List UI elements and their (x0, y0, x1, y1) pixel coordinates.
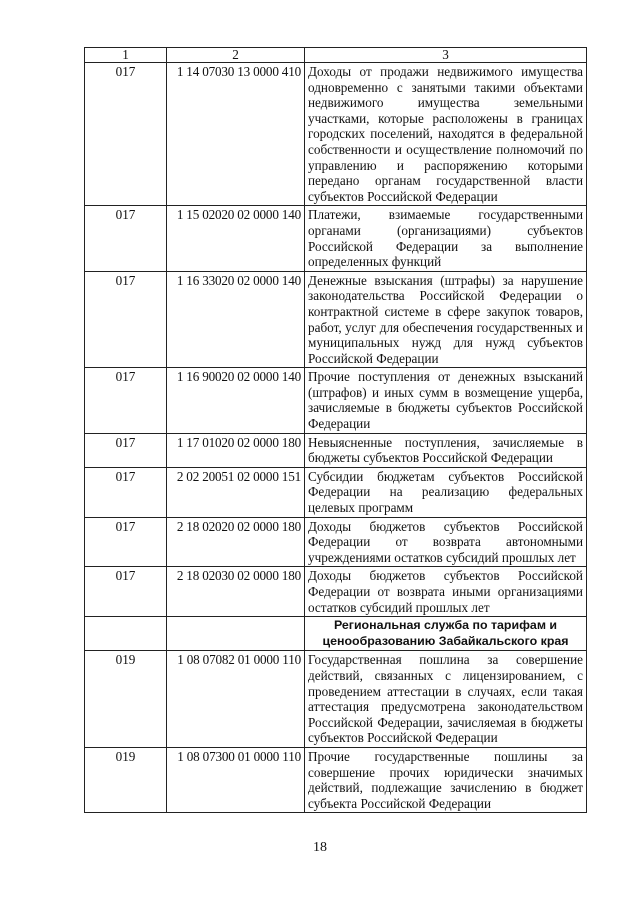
column-header-1: 1 (85, 48, 167, 63)
administrator-code-cell: 017 (85, 433, 167, 467)
table-header-row (85, 48, 587, 63)
revenue-description-cell: Платежи, взимаемые государственными органами (организациями) субъектов Российской Федерации за выполнение определенных функций (305, 206, 587, 271)
table-row (85, 651, 587, 748)
administrator-code-cell: 017 (85, 271, 167, 368)
table-body (85, 63, 587, 813)
budget-classification-code-cell: 2 18 02020 02 0000 180 (167, 517, 305, 567)
revenue-description-cell: Доходы бюджетов субъектов Российской Федерации от возврата иными организациями остатков субсидий прошлых лет (305, 567, 587, 617)
budget-classification-code-cell: 1 16 90020 02 0000 140 (167, 368, 305, 433)
administrator-code-cell: 017 (85, 63, 167, 206)
page-number: 18 (313, 840, 327, 855)
budget-classification-code-cell: 1 08 07082 01 0000 110 (167, 651, 305, 748)
budget-classification-code-cell: 1 08 07300 01 0000 110 (167, 747, 305, 812)
table-row (85, 368, 587, 433)
revenue-codes-table (84, 47, 587, 813)
revenue-description-cell: Государственная пошлина за совершение действий, связанных с лицензированием, с проведением аттестации в случаях, если такая аттестация предусмотрена законодательством Российской Федерации, зачисляемая в бюджеты субъектов Российской Федерации (305, 651, 587, 748)
revenue-description-cell: Субсидии бюджетам субъектов Российской Федерации на реализацию федеральных целевых программ (305, 467, 587, 517)
section-heading-row (85, 617, 587, 651)
administrator-code-cell: 017 (85, 467, 167, 517)
budget-classification-code-cell: 2 18 02030 02 0000 180 (167, 567, 305, 617)
revenue-description-cell: Доходы от продажи недвижимого имущества одновременно с занятыми такими объектами недвижимого имущества земельными участками, которые расположены в границах городских поселений, находятся в федеральной собственности и осуществление полномочий по управлению и распоряжению которыми передано органам государственной власти субъектов Российской Федерации (305, 63, 587, 206)
table-row (85, 433, 587, 467)
table-row (85, 271, 587, 368)
budget-classification-code-cell: 1 16 33020 02 0000 140 (167, 271, 305, 368)
revenue-description-cell: Невыясненные поступления, зачисляемые в бюджеты субъектов Российской Федерации (305, 433, 587, 467)
budget-classification-code-cell: 1 14 07030 13 0000 410 (167, 63, 305, 206)
budget-classification-code-cell: 1 17 01020 02 0000 180 (167, 433, 305, 467)
table-row (85, 63, 587, 206)
revenue-description-cell: Региональная служба по тарифам и ценообразованию Забайкальского края (305, 617, 587, 651)
table-row (85, 517, 587, 567)
revenue-description-cell: Денежные взыскания (штрафы) за нарушение законодательства Российской Федерации о контрактной системе в сфере закупок товаров, работ, услуг для обеспечения государственных и муниципальных нужд для нужд субъектов Российской Федерации (305, 271, 587, 368)
revenue-description-cell: Доходы бюджетов субъектов Российской Федерации от возврата автономными учреждениями остатков субсидий прошлых лет (305, 517, 587, 567)
column-header-2: 2 (167, 48, 305, 63)
table-row (85, 206, 587, 271)
administrator-code-cell (85, 617, 167, 651)
administrator-code-cell: 019 (85, 651, 167, 748)
table-row (85, 467, 587, 517)
table-row (85, 747, 587, 812)
column-header-3: 3 (305, 48, 587, 63)
budget-classification-code-cell: 2 02 20051 02 0000 151 (167, 467, 305, 517)
table-row (85, 567, 587, 617)
revenue-description-cell: Прочие государственные пошлины за совершение прочих юридически значимых действий, подлежащие зачислению в бюджет субъекта Российской Федерации (305, 747, 587, 812)
administrator-code-cell: 017 (85, 517, 167, 567)
administrator-code-cell: 017 (85, 206, 167, 271)
revenue-description-cell: Прочие поступления от денежных взысканий (штрафов) и иных сумм в возмещение ущерба, зачисляемые в бюджеты субъектов Российской Федерации (305, 368, 587, 433)
administrator-code-cell: 017 (85, 368, 167, 433)
budget-classification-code-cell: 1 15 02020 02 0000 140 (167, 206, 305, 271)
administrator-code-cell: 019 (85, 747, 167, 812)
administrator-code-cell: 017 (85, 567, 167, 617)
budget-classification-code-cell (167, 617, 305, 651)
